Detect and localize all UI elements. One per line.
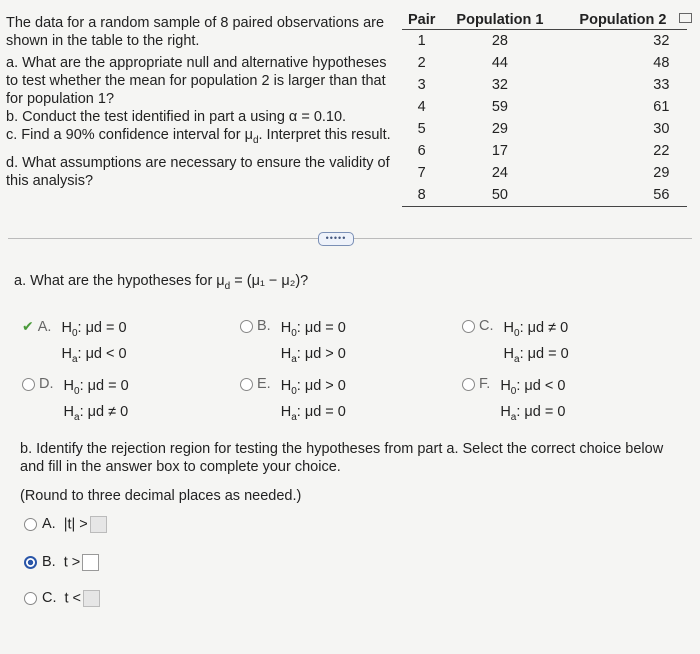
table-row	[402, 30, 687, 53]
option-ha: $H_a$: μd = 0	[500, 403, 566, 423]
cell-pair: 1	[417, 33, 426, 49]
cell-pop1: 24	[491, 165, 508, 181]
option-e[interactable]	[240, 376, 346, 428]
cell-pop2: 29	[653, 165, 670, 181]
answer-b[interactable]	[24, 554, 99, 571]
cell-pop2: 48	[653, 55, 670, 71]
answer-expr: t >	[63, 554, 81, 571]
option-h0: $H_0$: μd = 0	[280, 320, 346, 339]
cell-pair: 4	[417, 99, 426, 115]
radio-icon[interactable]	[24, 518, 37, 531]
cell-pair: 6	[417, 143, 426, 159]
radio-selected-icon[interactable]	[24, 556, 37, 569]
cell-pop2: 22	[653, 143, 670, 159]
option-letter: F.	[479, 376, 491, 392]
table-row	[402, 118, 687, 140]
option-letter: D.	[39, 376, 54, 392]
cell-pop1: 17	[491, 143, 508, 159]
cell-pop2: 61	[653, 99, 670, 115]
cell-pop1: 50	[441, 184, 558, 207]
cell-pop2: 30	[653, 121, 670, 137]
answer-a[interactable]	[24, 516, 107, 533]
option-ha: $H_a$: μd < 0	[61, 345, 127, 365]
radio-icon[interactable]	[24, 592, 37, 605]
option-h0: $H_0$: μd = 0	[63, 378, 129, 397]
option-h0: $H_0$: μd = 0	[61, 320, 127, 339]
option-h0: $H_0$: μd ≠ 0	[503, 320, 569, 339]
answer-letter: C.	[42, 590, 57, 607]
table-row	[402, 96, 687, 118]
table-row	[402, 184, 687, 207]
problem-statement	[6, 14, 396, 190]
option-letter: B.	[257, 318, 271, 334]
table-row	[402, 140, 687, 162]
radio-icon[interactable]	[22, 378, 35, 391]
option-ha: $H_a$: μd > 0	[280, 345, 346, 365]
table-header-row	[402, 10, 687, 30]
answer-letter: A.	[42, 516, 56, 533]
cell-pop1: 28	[491, 33, 508, 49]
cell-pop1: 29	[491, 121, 508, 137]
rounding-note: (Round to three decimal places as needed.)	[20, 488, 302, 504]
table-row	[402, 74, 687, 96]
data-table	[402, 10, 687, 207]
option-h0: $H_0$: μd < 0	[500, 378, 566, 397]
cell-pair: 7	[417, 165, 426, 181]
question-b: b. Identify the rejection region for testing the hypotheses from part a. Select the correct choice below and fill in the answer box to complete your choice.	[20, 441, 664, 475]
option-d[interactable]	[22, 376, 129, 428]
cell-pop2: 33	[653, 77, 670, 93]
radio-icon[interactable]	[240, 378, 253, 391]
table-row	[402, 162, 687, 184]
problem-part-c: c. Find a 90% confidence interval for $\mu_d$. Interpret this result.	[6, 127, 391, 146]
answer-input[interactable]	[82, 554, 99, 571]
header-pair: Pair	[402, 10, 441, 30]
option-letter: A.	[37, 319, 52, 335]
answer-input[interactable]	[83, 590, 100, 607]
option-ha: $H_a$: μd ≠ 0	[63, 403, 129, 423]
radio-icon[interactable]	[240, 320, 253, 333]
option-letter: E.	[257, 376, 271, 392]
radio-icon[interactable]	[462, 378, 475, 391]
option-letter: C.	[479, 318, 494, 334]
problem-intro: The data for a random sample of 8 paired observations are shown in the table to the right.	[6, 15, 385, 49]
cell-pop2: 56	[558, 184, 687, 207]
cell-pair: 5	[417, 121, 426, 137]
option-f[interactable]	[462, 376, 565, 428]
cell-pair: 2	[417, 55, 426, 71]
expand-button[interactable]: •••••	[318, 232, 354, 246]
cell-pop1: 32	[491, 77, 508, 93]
option-c[interactable]	[462, 318, 569, 370]
answer-c[interactable]	[24, 590, 100, 607]
radio-icon[interactable]	[462, 320, 475, 333]
problem-part-d: d. What assumptions are necessary to ensure the validity of this analysis?	[6, 154, 390, 189]
option-ha: $H_a$: μd = 0	[280, 403, 346, 423]
cell-pair: 3	[417, 77, 426, 93]
question-a: a. What are the hypotheses for $\mu_d = (\mu_1 - \mu_2)$?	[14, 273, 309, 292]
option-ha: $H_a$: μd = 0	[503, 345, 569, 365]
header-population-1: Population 1	[441, 10, 558, 30]
cell-pop1: 44	[491, 55, 508, 71]
cell-pair: 8	[402, 184, 441, 207]
answer-expr: t <	[64, 590, 82, 607]
cell-pop1: 59	[491, 99, 508, 115]
cell-pop2: 32	[653, 33, 670, 49]
copy-data-icon[interactable]	[679, 13, 692, 23]
answer-input[interactable]	[90, 516, 107, 533]
answer-letter: B.	[42, 554, 56, 571]
option-a[interactable]	[22, 318, 127, 370]
answer-expr: |t| >	[63, 516, 88, 533]
option-b[interactable]	[240, 318, 346, 370]
option-h0: $H_0$: μd > 0	[280, 378, 346, 397]
checkmark-icon: ✔	[22, 318, 34, 334]
problem-part-b: b. Conduct the test identified in part a using α = 0.10.	[6, 109, 347, 125]
header-population-2: Population 2	[558, 10, 687, 30]
problem-part-a: a. What are the appropriate null and alternative hypotheses to test whether the mean for population 2 is larger than that for population 1?	[6, 55, 387, 107]
table-row	[402, 52, 687, 74]
